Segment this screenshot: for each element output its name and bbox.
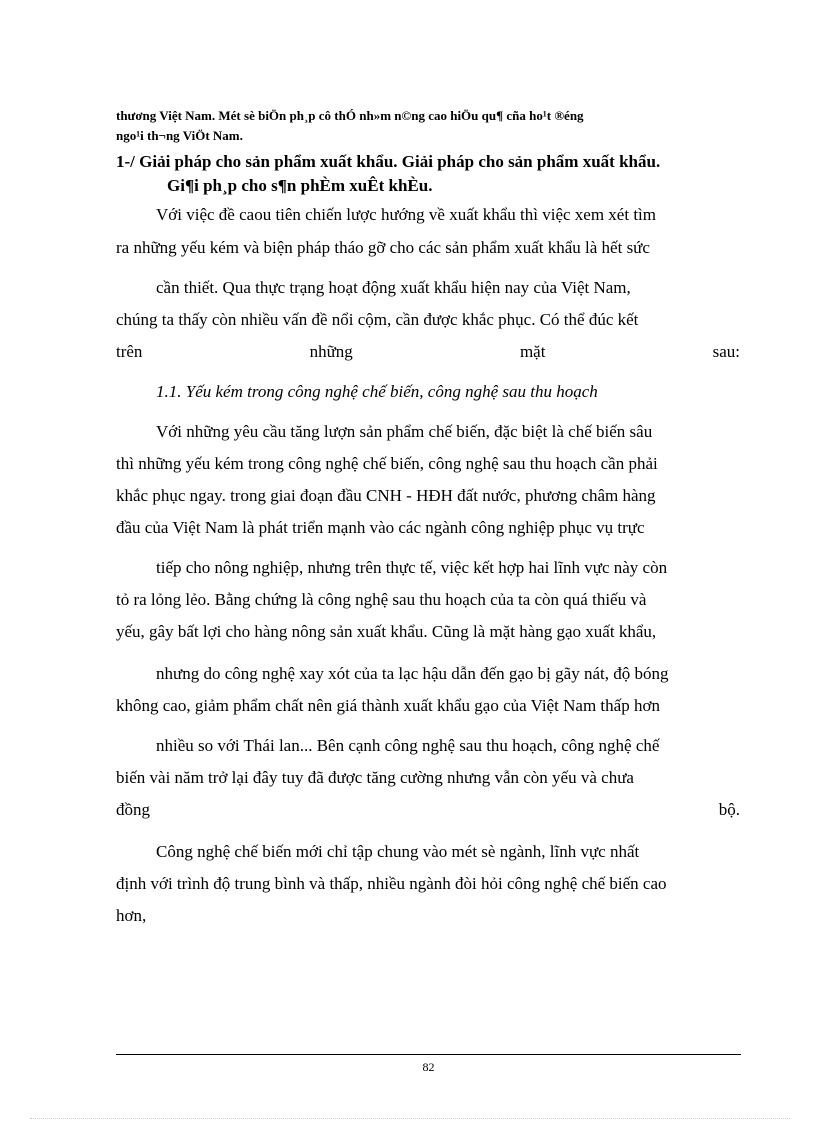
p1-line-2: ra những yếu kém và biện pháp tháo gỡ cho các sản phẩm xuất khẩu là hết sức	[116, 238, 650, 257]
p2-line-7: yếu, gây bất lợi cho hàng nông sản xuất khẩu. Cũng là mặt hàng gạo xuất khẩu,	[116, 622, 657, 641]
p2-line-9: không cao, giảm phẩm chất nên giá thành xuất khẩu gạo của Việt Nam thấp hơn	[116, 696, 660, 715]
p2-line-11: biến vài năm trở lại đây tuy đã được tăng cường nhưng vẫn còn yếu và chưa	[116, 768, 634, 787]
p2-line-4: đầu của Việt Nam là phát triển mạnh vào các ngành công nghiệp phục vụ trực	[116, 518, 645, 537]
p1-line-5-word-4: sau:	[712, 342, 740, 361]
header-line-2: ngo¹i th¬ng ViÖt Nam.	[116, 128, 243, 143]
section-title-line-2: Gi¶i ph¸p cho s¶n phÈm xuÊt khÈu.	[167, 176, 433, 195]
footer-rule	[116, 1054, 741, 1055]
p1-line-1: Với việc đề caou tiên chiến lược hướng về xuất khẩu thì việc xem xét tìm	[156, 205, 656, 224]
p2-line-12	[116, 800, 740, 820]
page-number: 82	[422, 1060, 435, 1074]
p2-line-1: Với những yêu cầu tăng lượn sản phẩm chế biến, đặc biệt là chế biến sâu	[156, 422, 653, 441]
p1-line-4: chúng ta thấy còn nhiều vấn đề nổi cộm, cần được khắc phục. Có thể đúc kết	[116, 310, 639, 329]
p3-line-2: định với trình độ trung bình và thấp, nhiều ngành đòi hỏi công nghệ chế biến cao	[116, 874, 667, 893]
p1-line-5-word-2: những	[309, 342, 353, 361]
p2-line-6: tỏ ra lỏng lẻo. Bằng chứng là công nghệ sau thu hoạch của ta còn quá thiếu và	[116, 590, 647, 609]
p2-line-8: nhưng do công nghệ xay xót của ta lạc hậu dẫn đến gạo bị gãy nát, độ bóng	[156, 664, 669, 683]
subheading: 1.1. Yếu kém trong công nghệ chế biến, công nghệ sau thu hoạch	[156, 382, 598, 401]
p3-line-1: Công nghệ chế biến mới chỉ tập chung vào mét sè ngành, lĩnh vực nhất	[156, 842, 640, 861]
p1-line-5-word-3: mặt	[519, 342, 546, 361]
p2-line-12-word-1: đồng	[116, 800, 150, 819]
p2-line-12-word-2: bộ.	[718, 800, 740, 819]
p1-line-3: cần thiết. Qua thực trạng hoạt động xuất khẩu hiện nay của Việt Nam,	[156, 278, 631, 297]
p2-line-5: tiếp cho nông nghiệp, nhưng trên thực tế, việc kết hợp hai lĩnh vực này còn	[156, 558, 668, 577]
section-title-line-1: 1-/ Giải pháp cho sản phẩm xuất khẩu. Giải pháp cho sản phẩm xuất khẩu.	[116, 152, 661, 171]
p2-line-2: thì những yếu kém trong công nghệ chế biến, công nghệ sau thu hoạch cần phải	[116, 454, 658, 473]
p3-line-3: hơn,	[116, 906, 147, 925]
header-line-1: thương Việt Nam. Mét sè biÖn ph¸p cô thÓ nh»m n©ng cao hiÖu qu¶ cña ho¹t ®éng	[116, 108, 584, 123]
p1-line-5-word-1: trên	[116, 342, 143, 361]
p2-line-3: khắc phục ngay. trong giai đoạn đầu CNH - HĐH đất nước, phương châm hàng	[116, 486, 656, 505]
p1-line-5	[116, 342, 740, 362]
p2-line-10: nhiều so với Thái lan... Bên cạnh công nghệ sau thu hoạch, công nghệ chế	[156, 736, 660, 755]
page-break-line	[30, 1118, 790, 1119]
